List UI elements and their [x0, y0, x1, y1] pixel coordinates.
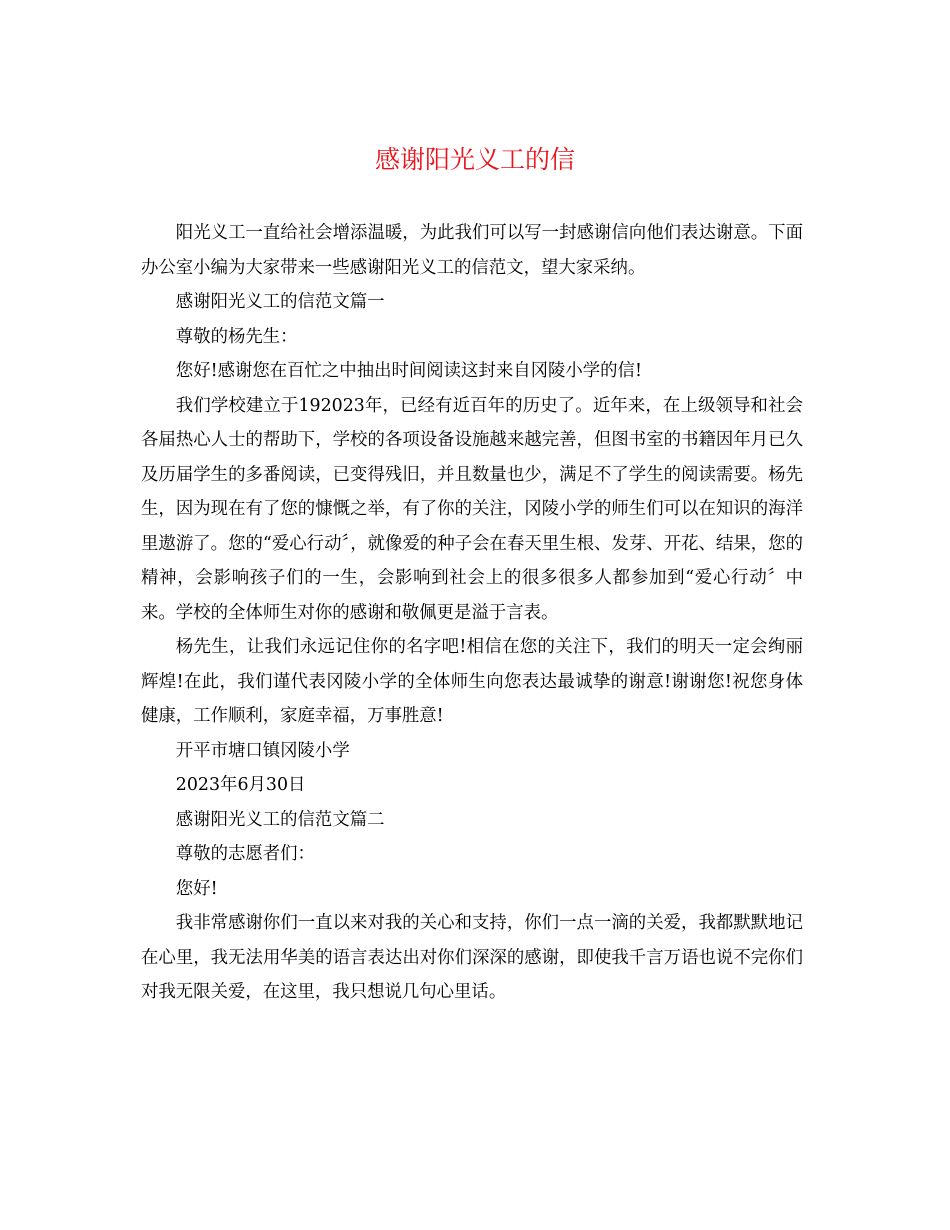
section-heading-two: 感谢阳光义工的信范文篇二 [175, 809, 385, 830]
greeting-short: 您好! [175, 878, 218, 899]
section-heading-one: 感谢阳光义工的信范文篇一 [175, 292, 385, 312]
salutation-volunteers: 尊敬的志愿者们： [175, 844, 315, 864]
document-body [141, 216, 803, 1010]
thanks-paragraph: 杨先生，让我们永远记住你的名字吧!相信在您的关注下，我们的明天一定会绚丽辉煌!在此，我们谨代表冈陵小学的全体师生向您表达最诚挚的谢意!谢谢您!祝您身体健康，工作顺利，家庭幸福，万事胜意! [141, 637, 803, 726]
signature-date: 2023年6月30日 [175, 775, 306, 795]
gratitude-paragraph: 我非常感谢你们一直以来对我的关心和支持，你们一点一滴的关爱，我都默默地记在心里，我无法用华美的语言表达出对你们深深的感谢，即使我千言万语也说不完你们对我无限关爱，在这里，我只想说几句心里话。 [141, 913, 803, 1002]
greeting-paragraph: 您好!感谢您在百忙之中抽出时间阅读这封来自冈陵小学的信! [175, 361, 642, 381]
document-title: 感谢阳光义工的信 [374, 145, 575, 174]
signature-school: 开平市塘口镇冈陵小学 [175, 740, 350, 761]
intro-paragraph: 阳光义工一直给社会增添温暖，为此我们可以写一封感谢信向他们表达谢意。下面办公室小编为大家带来一些感谢阳光义工的信范文，望大家采纳。 [141, 223, 803, 278]
school-history-paragraph: 我们学校建立于192023年，已经有近百年的历史了。近年来，在上级领导和社会各届热心人士的帮助下，学校的各项设备设施越来越完善，但图书室的书籍因年月已久及历届学生的多番阅读，已变得残旧，并且数量也少，满足不了学生的阅读需要。杨先生，因为现在有了您的慷慨之举，有了你的关注，冈陵小学的师生们可以在知识的海洋里遨游了。您的“爱心行动〞，就像爱的种子会在春天里生根、发芽、开花、结果，您的精神，会影响孩子们的一生，会影响到社会上的很多很多人都参加到“爱心行动〞中来。学校的全体师生对你的感谢和敬佩更是溢于言表。 [141, 395, 803, 623]
salutation-mr-yang: 尊敬的杨先生： [175, 326, 298, 347]
